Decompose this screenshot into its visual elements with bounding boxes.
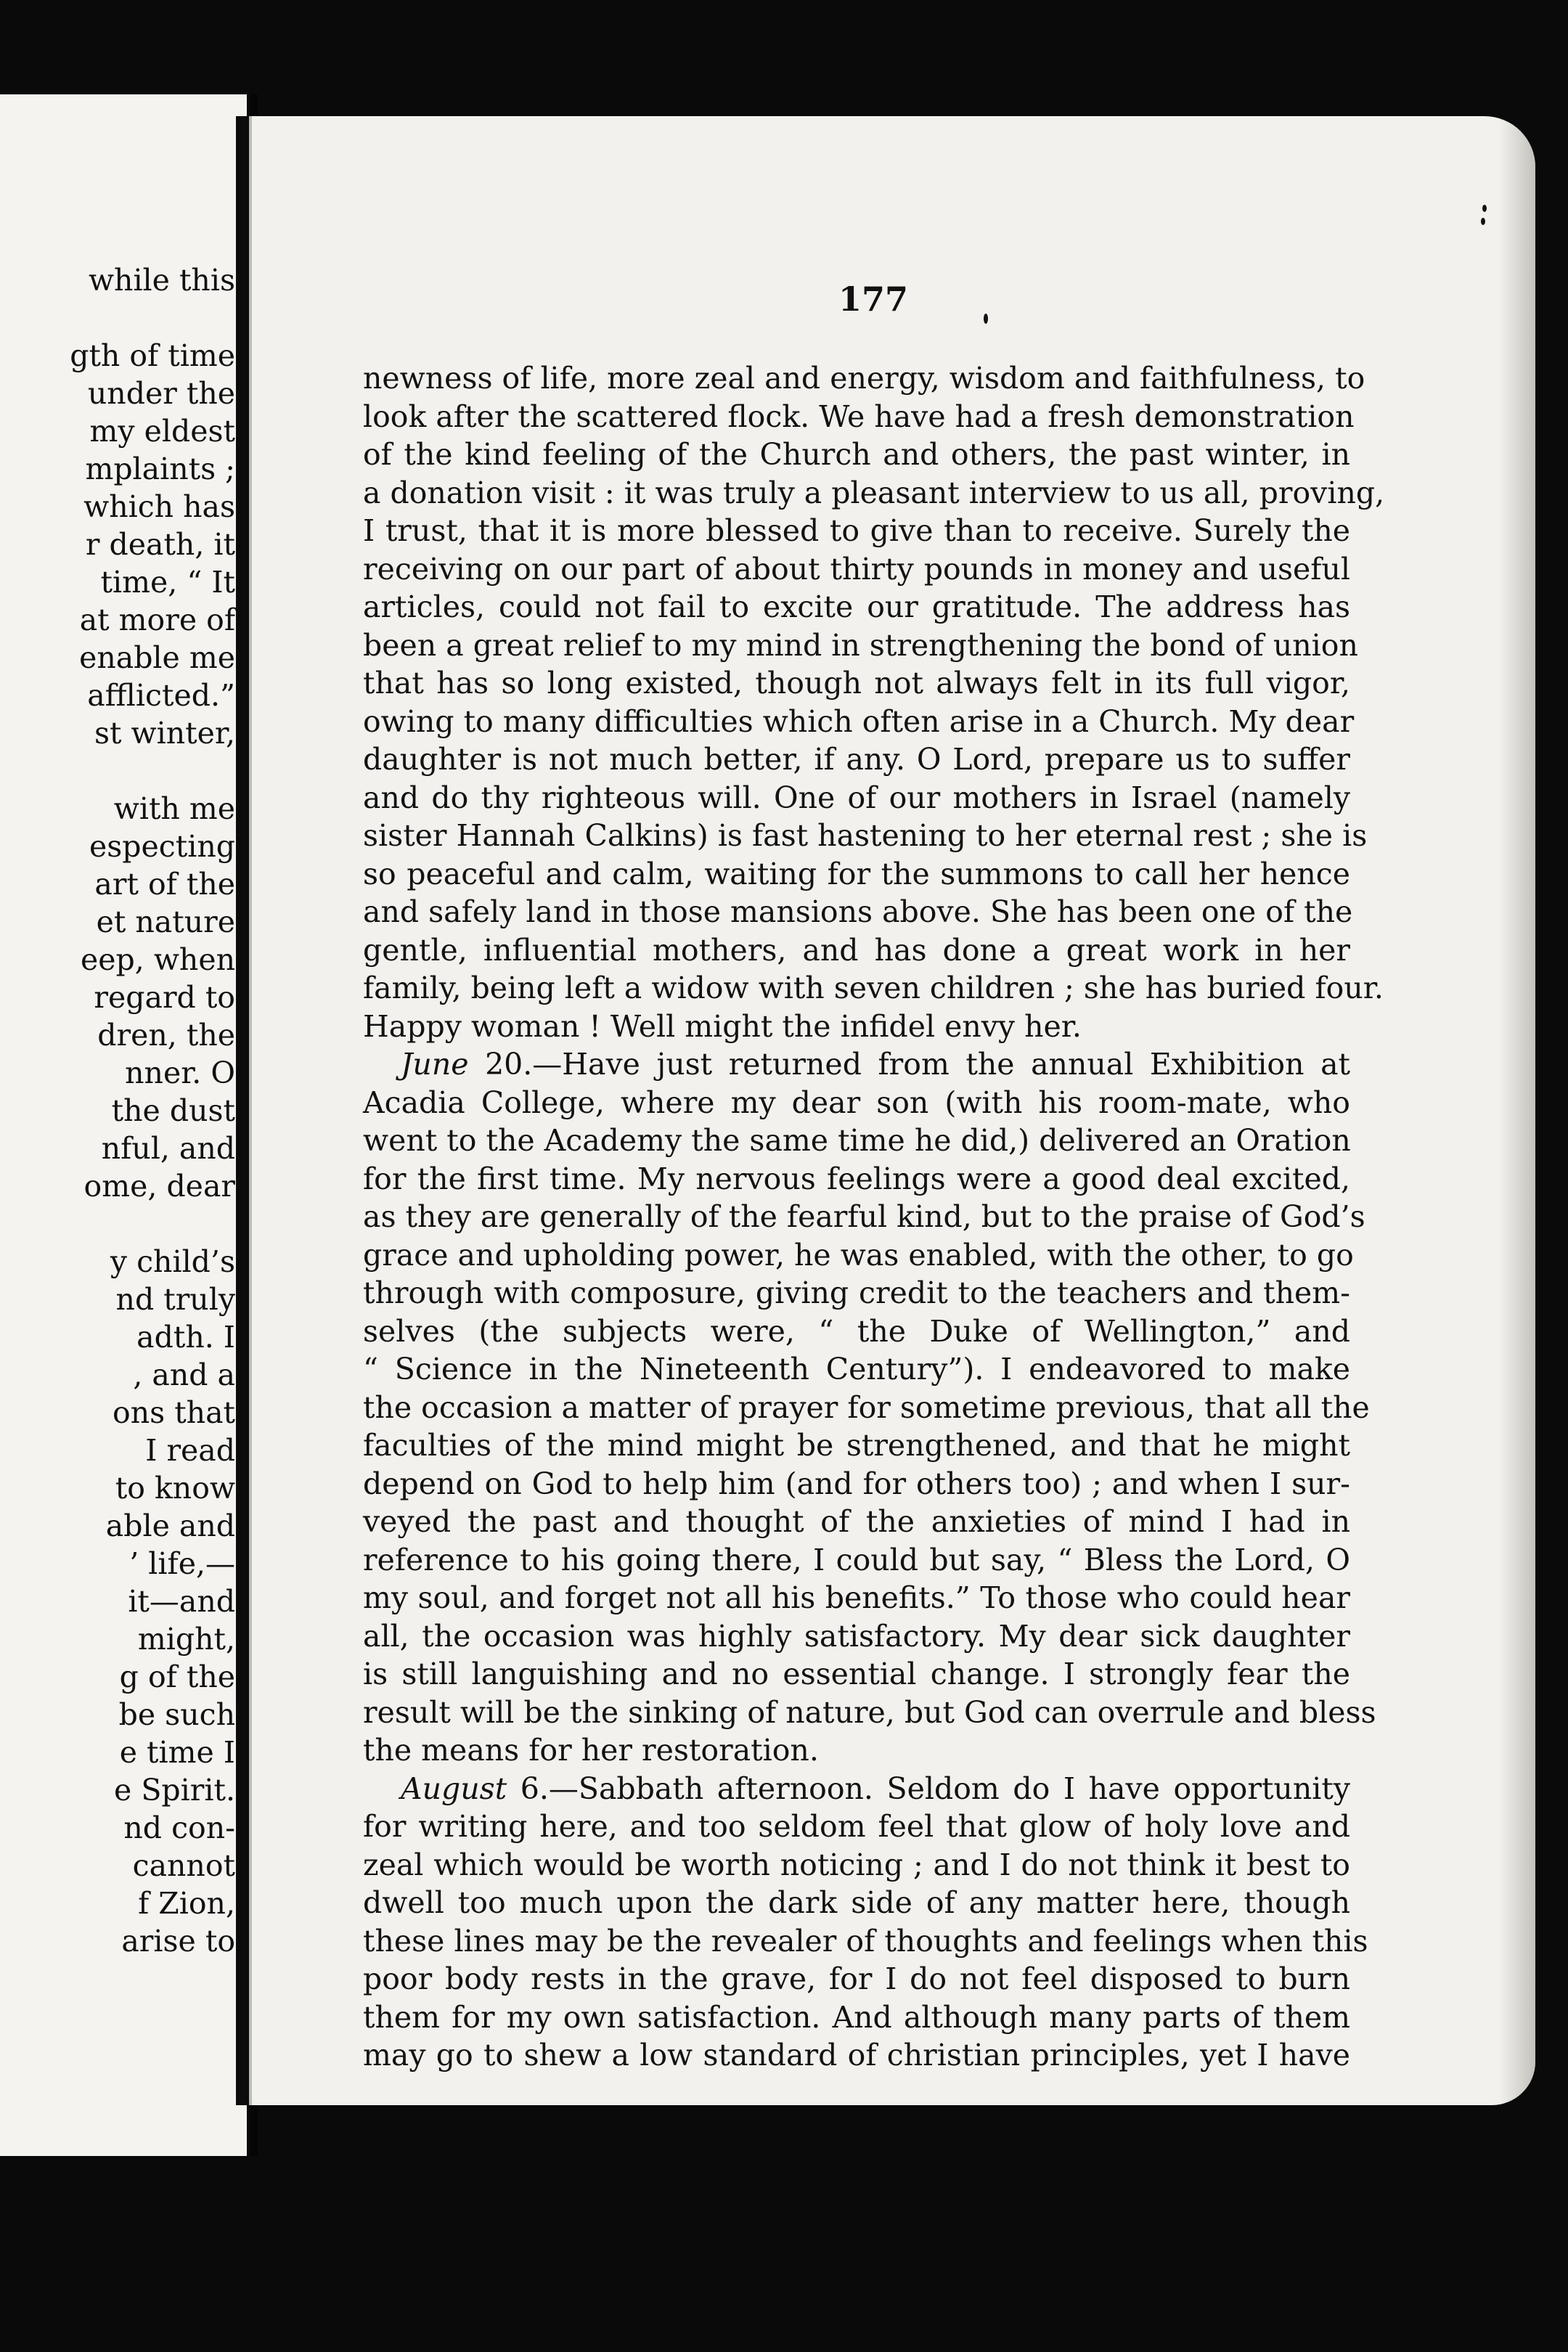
text-line: of the kind feeling of the Church and others, the past winter, in	[363, 437, 1350, 472]
left-page-line: y child’s	[110, 1244, 235, 1279]
left-page-line: ome, dear	[83, 1169, 235, 1204]
text-line: I trust, that it is more blessed to give than to receive. Surely the	[363, 513, 1350, 548]
text-line: all, the occasion was highly satisfactory. My dear sick daughter	[363, 1618, 1350, 1654]
left-page-line: regard to	[94, 980, 235, 1015]
text-line: a donation visit : it was truly a pleasant interview to us all, proving,	[363, 475, 1385, 510]
text-line: through with composure, giving credit to the teachers and them-	[363, 1275, 1350, 1310]
text-line: so peaceful and calm, waiting for the summons to call her hence	[363, 856, 1350, 891]
right-page	[236, 116, 1535, 2105]
text-line: went to the Academy the same time he did,) delivered an Oration	[363, 1123, 1351, 1158]
entry-text: 6.—Sabbath afternoon. Seldom do I have opportunity	[507, 1771, 1350, 1806]
left-page-line: nd truly	[115, 1282, 235, 1317]
left-page-line: st winter,	[94, 716, 235, 751]
text-line: and safely land in those mansions above. She has been one of the	[363, 894, 1353, 929]
text-line: “ Science in the Nineteenth Century”). I endeavored to make	[363, 1352, 1350, 1387]
left-page-line: et nature	[96, 905, 235, 939]
text-line: gentle, influential mothers, and has done a great work in her	[363, 932, 1350, 968]
text-line: been a great relief to my mind in strengthening the bond of union	[363, 627, 1358, 663]
left-page-line: might,	[137, 1622, 235, 1657]
text-line: that has so long existed, though not always felt in its full vigor,	[363, 666, 1350, 701]
text-line: dwell too much upon the dark side of any matter here, though	[363, 1885, 1350, 1920]
text-line: for writing here, and too seldom feel that glow of holy love and	[363, 1809, 1350, 1844]
left-page-line: f Zion,	[138, 1886, 235, 1921]
left-page	[0, 94, 247, 2156]
text-line: reference to his going there, I could but say, “ Bless the Lord, O	[363, 1542, 1350, 1577]
text-line: as they are generally of the fearful kind, but to the praise of God’s	[363, 1199, 1365, 1234]
ink-speck	[1481, 218, 1485, 225]
left-page-line: art of the	[94, 867, 235, 902]
text-line: newness of life, more zeal and energy, wisdom and faithfulness, to	[363, 361, 1365, 396]
left-page-line: ons that	[113, 1395, 235, 1430]
text-line: result will be the sinking of nature, but God can overrule and bless	[363, 1694, 1376, 1730]
left-page-line: enable me	[79, 640, 235, 675]
entry-heading-line	[363, 1770, 1350, 1808]
left-page-line: I read	[145, 1433, 235, 1468]
entry-text: 20.—Have just returned from the annual Exhibition at	[468, 1047, 1350, 1082]
text-line: look after the scattered flock. We have had a fresh demonstration	[363, 399, 1355, 434]
entry-date: August	[401, 1771, 507, 1806]
text-line: Acadia College, where my dear son (with his room-mate, who	[363, 1085, 1350, 1120]
entry-heading-line	[363, 1045, 1350, 1084]
book-spine	[236, 116, 265, 2105]
text-line: grace and upholding power, he was enabled, with the other, to go	[363, 1237, 1354, 1273]
text-line: these lines may be the revealer of thoughts and feelings when this	[363, 1923, 1368, 1959]
left-page-line: , and a	[133, 1357, 235, 1392]
left-page-line: which has	[83, 489, 235, 524]
text-line: may go to shew a low standard of christian principles, yet I have	[363, 2038, 1350, 2073]
text-line: daughter is not much better, if any. O Lord, prepare us to suffer	[363, 742, 1350, 777]
text-line: them for my own satisfaction. And although many parts of them	[363, 1999, 1350, 2035]
left-page-line: nner. O	[125, 1055, 235, 1090]
left-page-line: time, “ It	[100, 565, 235, 600]
text-line: poor body rests in the grave, for I do not feel disposed to burn	[363, 1961, 1350, 1996]
left-page-line: adth. I	[136, 1320, 235, 1355]
left-page-line: arise to	[121, 1924, 235, 1959]
text-line: receiving on our part of about thirty pounds in money and useful	[363, 551, 1350, 587]
left-page-line: nd con-	[123, 1810, 235, 1845]
page-number: 177	[838, 279, 909, 319]
left-page-line: afflicted.”	[87, 678, 235, 713]
body-text	[363, 359, 1385, 2075]
left-page-line: r death, it	[85, 527, 235, 562]
text-line: the occasion a matter of prayer for sometime previous, that all the	[363, 1389, 1370, 1425]
text-line: selves (the subjects were, “ the Duke of Wellington,” and	[363, 1313, 1350, 1349]
text-line: depend on God to help him (and for others too) ; and when I sur-	[363, 1466, 1350, 1501]
entry-date: June	[401, 1047, 469, 1082]
left-page-line: especting	[89, 829, 235, 864]
text-line: sister Hannah Calkins) is fast hastening to her eternal rest ; she is	[363, 818, 1368, 853]
left-page-line: my eldest	[89, 414, 235, 449]
left-page-line: be such	[118, 1697, 235, 1732]
text-line: zeal which would be worth noticing ; and I do not think it best to	[363, 1847, 1350, 1882]
left-page-line: e time I	[119, 1735, 235, 1770]
left-page-line: cannot	[132, 1848, 235, 1883]
left-page-line: while this	[88, 263, 235, 298]
left-page-line: gth of time	[70, 338, 235, 373]
left-page-line: e Spirit.	[114, 1773, 235, 1808]
text-line: is still languishing and no essential change. I strongly fear the	[363, 1657, 1350, 1691]
left-page-line: eep, when	[80, 942, 235, 977]
text-line: family, being left a widow with seven children ; she has buried four.	[363, 971, 1384, 1005]
ink-speck	[1482, 205, 1487, 212]
text-line: Happy woman ! Well might the infidel envy her.	[363, 1008, 1082, 1044]
left-page-line: at more of	[79, 603, 235, 637]
text-line: veyed the past and thought of the anxieties of mind I had in	[363, 1504, 1350, 1539]
left-page-line: mplaints ;	[85, 452, 235, 486]
text-line: the means for her restoration.	[363, 1733, 819, 1768]
left-page-line: dren, the	[97, 1018, 235, 1053]
left-page-line: it—and	[128, 1584, 235, 1619]
text-line: articles, could not fail to excite our gratitude. The address has	[363, 589, 1350, 624]
left-page-line: ’ life,—	[129, 1546, 235, 1581]
text-line: my soul, and forget not all his benefits.” To those who could hear	[363, 1580, 1350, 1615]
text-line: owing to many difficulties which often arise in a Church. My dear	[363, 703, 1355, 739]
left-page-line: able and	[105, 1508, 235, 1543]
left-page-line: under the	[87, 376, 235, 411]
left-page-line: nful, and	[101, 1131, 235, 1166]
page-edge-shadow	[1499, 116, 1535, 2105]
text-line: faculties of the mind might be strengthened, and that he might	[363, 1428, 1350, 1463]
left-page-line: to know	[115, 1471, 235, 1506]
left-page-line: g of the	[119, 1659, 235, 1694]
text-line: for the first time. My nervous feelings were a good deal excited,	[363, 1161, 1350, 1196]
text-line: and do thy righteous will. One of our mothers in Israel (namely	[363, 780, 1350, 815]
ink-speck	[984, 314, 988, 324]
left-page-line: with me	[113, 791, 235, 826]
left-page-line: the dust	[111, 1093, 235, 1128]
